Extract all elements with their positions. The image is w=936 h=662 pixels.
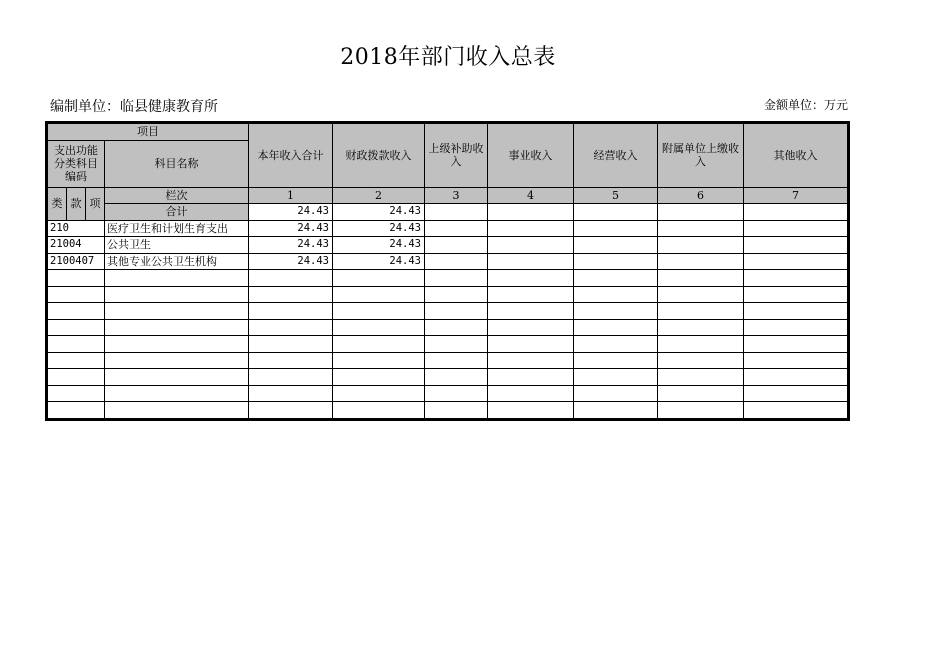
- table-row: [48, 336, 848, 353]
- amount-cell: 24.43: [249, 253, 333, 270]
- amount-cell: [488, 319, 574, 336]
- subject-code-cell: [48, 402, 105, 419]
- amount-cell: [658, 319, 744, 336]
- subject-code-cell: [48, 336, 105, 353]
- col-number-3: 3: [425, 187, 488, 204]
- amount-cell: [488, 220, 574, 237]
- col-number-1: 1: [249, 187, 333, 204]
- amount-cell: [744, 319, 848, 336]
- amount-cell: [249, 369, 333, 386]
- amount-cell: [333, 385, 425, 402]
- header-lei: 类: [48, 187, 67, 220]
- subject-name-cell: [105, 352, 249, 369]
- amount-cell: [425, 336, 488, 353]
- page-title: 2018年部门收入总表: [340, 45, 556, 70]
- subject-code-cell: [48, 286, 105, 303]
- amount-cell: [744, 385, 848, 402]
- amount-cell: [488, 385, 574, 402]
- total-cell: 24.43: [249, 204, 333, 221]
- amount-cell: 24.43: [249, 237, 333, 254]
- header-xiang: 项: [86, 187, 105, 220]
- amount-cell: [658, 336, 744, 353]
- subject-code-cell: [48, 270, 105, 287]
- amount-cell: [658, 385, 744, 402]
- header-lanci: 栏次: [105, 187, 249, 204]
- subject-code-cell: [48, 303, 105, 320]
- subject-code-cell: [48, 385, 105, 402]
- amount-cell: [574, 253, 658, 270]
- amount-cell: [488, 237, 574, 254]
- amount-cell: 24.43: [333, 220, 425, 237]
- subject-code-cell: 2100407: [48, 253, 105, 270]
- amount-cell: [488, 303, 574, 320]
- amount-cell: [744, 303, 848, 320]
- amount-cell: [333, 270, 425, 287]
- amount-unit: 金额单位：万元: [763, 98, 848, 112]
- amount-cell: [425, 369, 488, 386]
- table-row: [48, 402, 848, 419]
- amount-cell: [744, 402, 848, 419]
- header-project: 项目: [48, 124, 249, 141]
- amount-cell: [425, 303, 488, 320]
- amount-cell: [574, 352, 658, 369]
- amount-cell: [425, 319, 488, 336]
- amount-cell: [425, 237, 488, 254]
- col-number-6: 6: [658, 187, 744, 204]
- subject-code-cell: 21004: [48, 237, 105, 254]
- amount-cell: [574, 385, 658, 402]
- amount-cell: [425, 385, 488, 402]
- amount-cell: [658, 286, 744, 303]
- subject-code-cell: [48, 352, 105, 369]
- table-row: [48, 385, 848, 402]
- amount-cell: [658, 352, 744, 369]
- subject-name-cell: [105, 303, 249, 320]
- total-cell: [574, 204, 658, 221]
- amount-cell: [744, 270, 848, 287]
- header-col-3: 上级补助收入: [425, 124, 488, 188]
- amount-cell: 24.43: [333, 237, 425, 254]
- table-row: [48, 270, 848, 287]
- amount-cell: [333, 336, 425, 353]
- amount-cell: [333, 286, 425, 303]
- amount-cell: [425, 253, 488, 270]
- amount-cell: [744, 352, 848, 369]
- amount-cell: [333, 319, 425, 336]
- amount-cell: [425, 352, 488, 369]
- amount-cell: [249, 336, 333, 353]
- subject-name-cell: [105, 369, 249, 386]
- amount-cell: [488, 402, 574, 419]
- total-cell: [425, 204, 488, 221]
- amount-cell: [425, 220, 488, 237]
- amount-cell: [658, 237, 744, 254]
- table-row: [48, 352, 848, 369]
- table-row: [48, 369, 848, 386]
- amount-cell: [333, 303, 425, 320]
- header-col-2: 财政拨款收入: [333, 124, 425, 188]
- table-row: [48, 253, 848, 270]
- amount-cell: [249, 303, 333, 320]
- subject-name-cell: [105, 385, 249, 402]
- amount-cell: [658, 303, 744, 320]
- amount-cell: [488, 253, 574, 270]
- subject-code-cell: [48, 319, 105, 336]
- amount-cell: [574, 319, 658, 336]
- amount-cell: [574, 369, 658, 386]
- subject-code-cell: 210: [48, 220, 105, 237]
- subject-name-cell: [105, 286, 249, 303]
- amount-cell: 24.43: [333, 253, 425, 270]
- amount-cell: [744, 369, 848, 386]
- amount-cell: [488, 270, 574, 287]
- col-number-2: 2: [333, 187, 425, 204]
- table-row: [48, 286, 848, 303]
- header-func-class-code: 支出功能分类科目编码: [48, 140, 105, 187]
- table-row: [48, 319, 848, 336]
- amount-cell: [574, 336, 658, 353]
- subject-name-cell: [105, 336, 249, 353]
- amount-cell: [249, 385, 333, 402]
- amount-cell: [658, 369, 744, 386]
- amount-cell: [658, 270, 744, 287]
- amount-cell: [249, 319, 333, 336]
- amount-cell: [574, 402, 658, 419]
- amount-cell: [744, 286, 848, 303]
- amount-cell: [249, 270, 333, 287]
- amount-cell: [658, 253, 744, 270]
- amount-cell: [574, 303, 658, 320]
- total-cell: [744, 204, 848, 221]
- amount-cell: [658, 220, 744, 237]
- amount-cell: [744, 253, 848, 270]
- header-subject-name: 科目名称: [105, 140, 249, 187]
- amount-cell: [744, 220, 848, 237]
- subject-name-cell: [105, 402, 249, 419]
- header-col-6: 附属单位上缴收入: [658, 124, 744, 188]
- amount-cell: [574, 237, 658, 254]
- amount-cell: [249, 286, 333, 303]
- amount-cell: [658, 402, 744, 419]
- amount-cell: [488, 352, 574, 369]
- amount-cell: [488, 336, 574, 353]
- header-kuan: 款: [67, 187, 86, 220]
- amount-cell: [574, 286, 658, 303]
- amount-cell: 24.43: [249, 220, 333, 237]
- header-col-1: 本年收入合计: [249, 124, 333, 188]
- amount-cell: [488, 286, 574, 303]
- total-cell: [488, 204, 574, 221]
- amount-cell: [744, 336, 848, 353]
- total-cell: [658, 204, 744, 221]
- amount-cell: [333, 369, 425, 386]
- total-cell: 24.43: [333, 204, 425, 221]
- amount-cell: [333, 352, 425, 369]
- header-col-7: 其他收入: [744, 124, 848, 188]
- amount-cell: [744, 237, 848, 254]
- total-label: 合计: [105, 204, 249, 221]
- amount-cell: [574, 220, 658, 237]
- col-number-4: 4: [488, 187, 574, 204]
- amount-cell: [488, 369, 574, 386]
- col-number-5: 5: [574, 187, 658, 204]
- amount-cell: [425, 402, 488, 419]
- subject-name-cell: [105, 319, 249, 336]
- header-col-5: 经营收入: [574, 124, 658, 188]
- header-col-4: 事业收入: [488, 124, 574, 188]
- subject-name-cell: 其他专业公共卫生机构: [105, 253, 249, 270]
- amount-cell: [425, 270, 488, 287]
- amount-cell: [425, 286, 488, 303]
- table-row: [48, 237, 848, 254]
- subject-name-cell: 医疗卫生和计划生育支出: [105, 220, 249, 237]
- subject-name-cell: [105, 270, 249, 287]
- table-row: [48, 303, 848, 320]
- amount-cell: [249, 402, 333, 419]
- income-summary-table: [47, 123, 848, 419]
- amount-cell: [574, 270, 658, 287]
- table-row: [48, 220, 848, 237]
- amount-cell: [249, 352, 333, 369]
- compiling-unit: 编制单位：临县健康教育所: [50, 99, 218, 115]
- subject-name-cell: 公共卫生: [105, 237, 249, 254]
- amount-cell: [333, 402, 425, 419]
- col-number-7: 7: [744, 187, 848, 204]
- subject-code-cell: [48, 369, 105, 386]
